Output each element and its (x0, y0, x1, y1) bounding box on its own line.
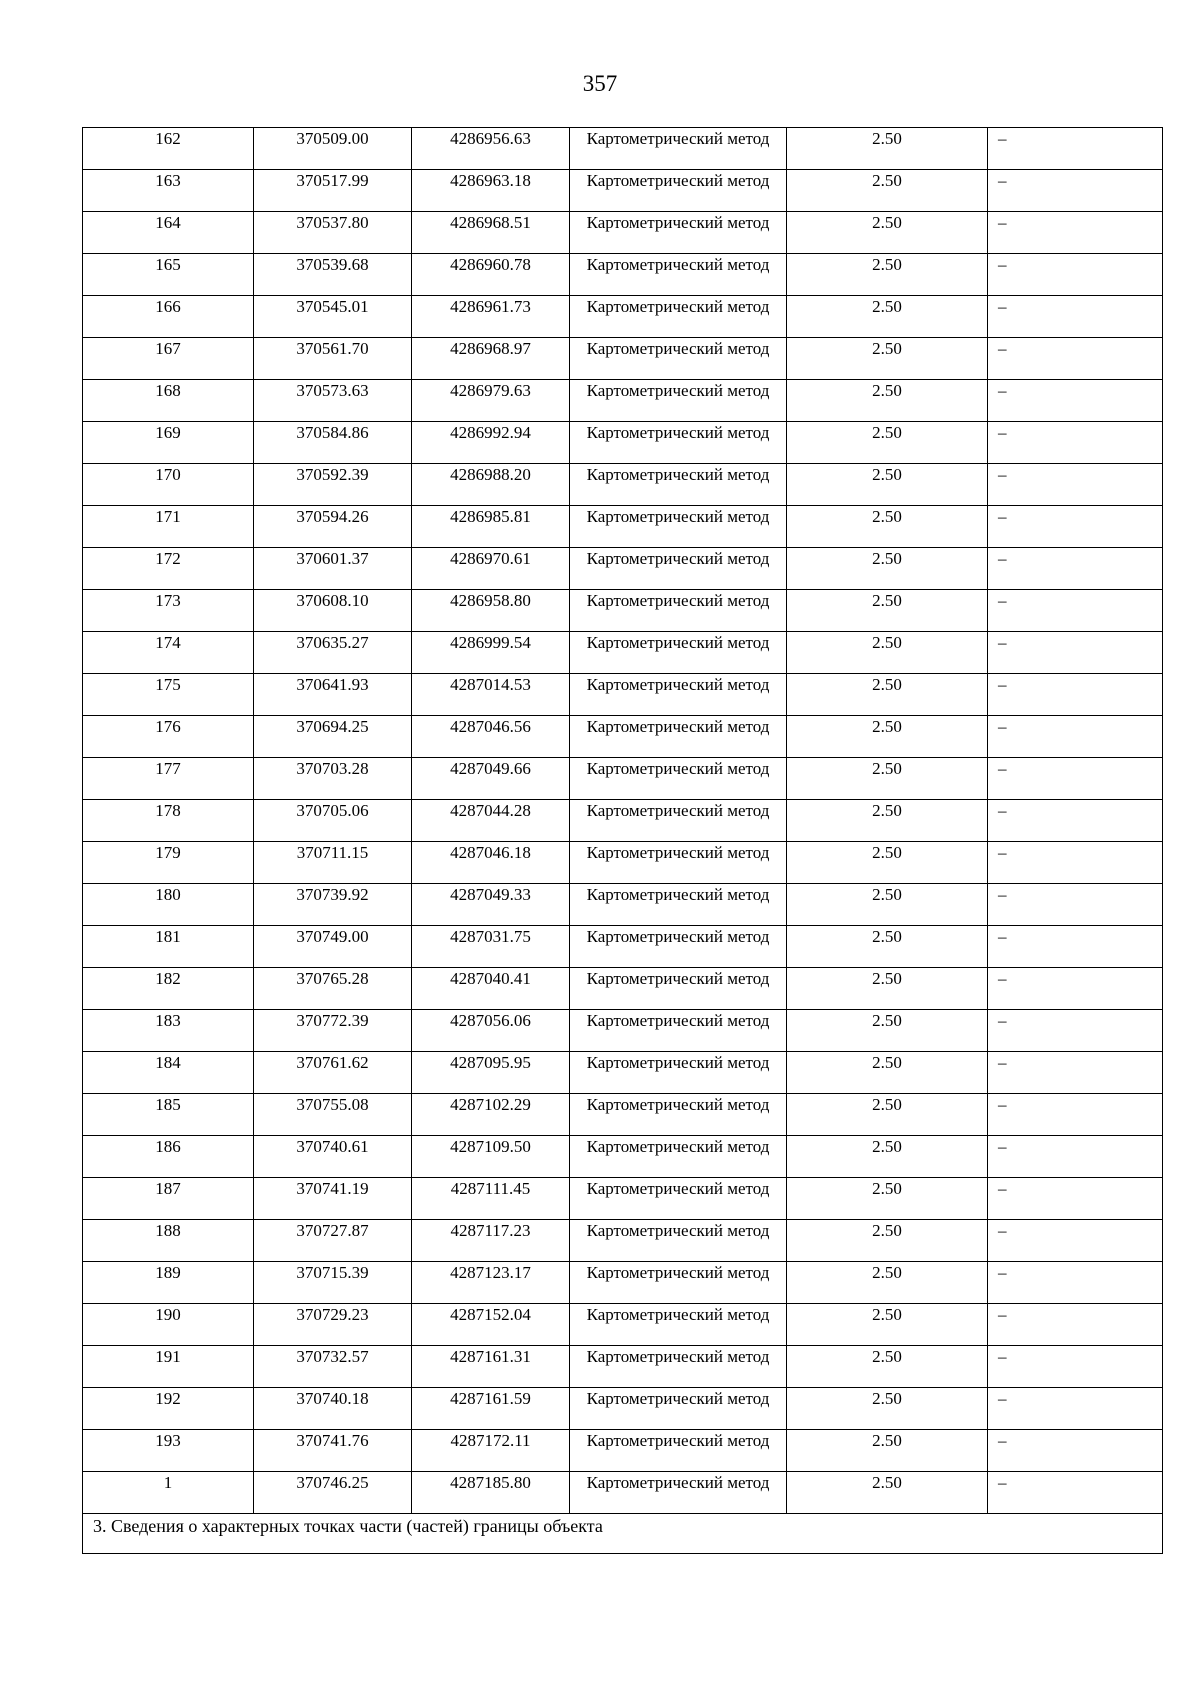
note-cell: – (988, 590, 1163, 632)
point-number-cell: 170 (83, 464, 254, 506)
y-coordinate-cell: 4286961.73 (412, 296, 570, 338)
y-coordinate-cell: 4287185.80 (412, 1472, 570, 1514)
note-cell: – (988, 212, 1163, 254)
x-coordinate-cell: 370592.39 (254, 464, 412, 506)
y-coordinate-cell: 4287161.59 (412, 1388, 570, 1430)
x-coordinate-cell: 370740.61 (254, 1136, 412, 1178)
point-number-cell: 188 (83, 1220, 254, 1262)
method-cell: Картометрический метод (570, 800, 787, 842)
y-coordinate-cell: 4286963.18 (412, 170, 570, 212)
table-row (83, 926, 1163, 968)
accuracy-cell: 2.50 (787, 590, 988, 632)
point-number-cell: 189 (83, 1262, 254, 1304)
table-body (83, 128, 1163, 1514)
table-row (83, 1010, 1163, 1052)
y-coordinate-cell: 4286958.80 (412, 590, 570, 632)
table-row (83, 632, 1163, 674)
x-coordinate-cell: 370594.26 (254, 506, 412, 548)
note-cell: – (988, 632, 1163, 674)
table-row (83, 800, 1163, 842)
table-row (83, 506, 1163, 548)
method-cell: Картометрический метод (570, 464, 787, 506)
accuracy-cell: 2.50 (787, 632, 988, 674)
accuracy-cell: 2.50 (787, 1220, 988, 1262)
note-cell: – (988, 296, 1163, 338)
x-coordinate-cell: 370705.06 (254, 800, 412, 842)
method-cell: Картометрический метод (570, 1094, 787, 1136)
accuracy-cell: 2.50 (787, 842, 988, 884)
accuracy-cell: 2.50 (787, 1094, 988, 1136)
point-number-cell: 190 (83, 1304, 254, 1346)
x-coordinate-cell: 370517.99 (254, 170, 412, 212)
method-cell: Картометрический метод (570, 1136, 787, 1178)
x-coordinate-cell: 370729.23 (254, 1304, 412, 1346)
accuracy-cell: 2.50 (787, 1052, 988, 1094)
method-cell: Картометрический метод (570, 968, 787, 1010)
x-coordinate-cell: 370635.27 (254, 632, 412, 674)
y-coordinate-cell: 4287044.28 (412, 800, 570, 842)
method-cell: Картометрический метод (570, 674, 787, 716)
accuracy-cell: 2.50 (787, 548, 988, 590)
accuracy-cell: 2.50 (787, 170, 988, 212)
x-coordinate-cell: 370746.25 (254, 1472, 412, 1514)
table-row (83, 1136, 1163, 1178)
point-number-cell: 175 (83, 674, 254, 716)
point-number-cell: 178 (83, 800, 254, 842)
y-coordinate-cell: 4287095.95 (412, 1052, 570, 1094)
y-coordinate-cell: 4287109.50 (412, 1136, 570, 1178)
method-cell: Картометрический метод (570, 380, 787, 422)
method-cell: Картометрический метод (570, 338, 787, 380)
accuracy-cell: 2.50 (787, 128, 988, 170)
table-row (83, 674, 1163, 716)
x-coordinate-cell: 370694.25 (254, 716, 412, 758)
point-number-cell: 182 (83, 968, 254, 1010)
point-number-cell: 192 (83, 1388, 254, 1430)
y-coordinate-cell: 4287031.75 (412, 926, 570, 968)
method-cell: Картометрический метод (570, 1220, 787, 1262)
y-coordinate-cell: 4287123.17 (412, 1262, 570, 1304)
note-cell: – (988, 716, 1163, 758)
x-coordinate-cell: 370741.76 (254, 1430, 412, 1472)
point-number-cell: 168 (83, 380, 254, 422)
y-coordinate-cell: 4286968.51 (412, 212, 570, 254)
table-row (83, 548, 1163, 590)
x-coordinate-cell: 370545.01 (254, 296, 412, 338)
y-coordinate-cell: 4287111.45 (412, 1178, 570, 1220)
note-cell: – (988, 1052, 1163, 1094)
y-coordinate-cell: 4286999.54 (412, 632, 570, 674)
y-coordinate-cell: 4286988.20 (412, 464, 570, 506)
x-coordinate-cell: 370561.70 (254, 338, 412, 380)
table-row (83, 170, 1163, 212)
y-coordinate-cell: 4286979.63 (412, 380, 570, 422)
method-cell: Картометрический метод (570, 1388, 787, 1430)
note-cell: – (988, 1136, 1163, 1178)
method-cell: Картометрический метод (570, 632, 787, 674)
method-cell: Картометрический метод (570, 758, 787, 800)
point-number-cell: 173 (83, 590, 254, 632)
method-cell: Картометрический метод (570, 1346, 787, 1388)
method-cell: Картометрический метод (570, 1010, 787, 1052)
point-number-cell: 193 (83, 1430, 254, 1472)
section-row (83, 1514, 1163, 1554)
x-coordinate-cell: 370537.80 (254, 212, 412, 254)
point-number-cell: 172 (83, 548, 254, 590)
accuracy-cell: 2.50 (787, 884, 988, 926)
method-cell: Картометрический метод (570, 1430, 787, 1472)
y-coordinate-cell: 4286992.94 (412, 422, 570, 464)
point-number-cell: 164 (83, 212, 254, 254)
table-row (83, 716, 1163, 758)
accuracy-cell: 2.50 (787, 968, 988, 1010)
method-cell: Картометрический метод (570, 716, 787, 758)
accuracy-cell: 2.50 (787, 254, 988, 296)
table-row (83, 212, 1163, 254)
table-row (83, 296, 1163, 338)
note-cell: – (988, 926, 1163, 968)
point-number-cell: 166 (83, 296, 254, 338)
x-coordinate-cell: 370539.68 (254, 254, 412, 296)
y-coordinate-cell: 4287161.31 (412, 1346, 570, 1388)
y-coordinate-cell: 4287040.41 (412, 968, 570, 1010)
table-row (83, 128, 1163, 170)
accuracy-cell: 2.50 (787, 1472, 988, 1514)
note-cell: – (988, 338, 1163, 380)
coordinates-table (82, 127, 1163, 1554)
y-coordinate-cell: 4287049.66 (412, 758, 570, 800)
method-cell: Картометрический метод (570, 1052, 787, 1094)
note-cell: – (988, 884, 1163, 926)
accuracy-cell: 2.50 (787, 758, 988, 800)
x-coordinate-cell: 370761.62 (254, 1052, 412, 1094)
y-coordinate-cell: 4286968.97 (412, 338, 570, 380)
method-cell: Картометрический метод (570, 926, 787, 968)
method-cell: Картометрический метод (570, 1262, 787, 1304)
point-number-cell: 191 (83, 1346, 254, 1388)
point-number-cell: 169 (83, 422, 254, 464)
x-coordinate-cell: 370749.00 (254, 926, 412, 968)
y-coordinate-cell: 4287102.29 (412, 1094, 570, 1136)
method-cell: Картометрический метод (570, 1178, 787, 1220)
accuracy-cell: 2.50 (787, 212, 988, 254)
method-cell: Картометрический метод (570, 1304, 787, 1346)
point-number-cell: 163 (83, 170, 254, 212)
x-coordinate-cell: 370601.37 (254, 548, 412, 590)
note-cell: – (988, 380, 1163, 422)
table-row (83, 1346, 1163, 1388)
accuracy-cell: 2.50 (787, 1304, 988, 1346)
table-row (83, 758, 1163, 800)
table-row (83, 1304, 1163, 1346)
note-cell: – (988, 1430, 1163, 1472)
y-coordinate-cell: 4287172.11 (412, 1430, 570, 1472)
note-cell: – (988, 800, 1163, 842)
note-cell: – (988, 1220, 1163, 1262)
note-cell: – (988, 506, 1163, 548)
accuracy-cell: 2.50 (787, 800, 988, 842)
note-cell: – (988, 968, 1163, 1010)
point-number-cell: 167 (83, 338, 254, 380)
point-number-cell: 186 (83, 1136, 254, 1178)
y-coordinate-cell: 4287152.04 (412, 1304, 570, 1346)
point-number-cell: 184 (83, 1052, 254, 1094)
y-coordinate-cell: 4287049.33 (412, 884, 570, 926)
table-row (83, 884, 1163, 926)
point-number-cell: 171 (83, 506, 254, 548)
x-coordinate-cell: 370741.19 (254, 1178, 412, 1220)
point-number-cell: 1 (83, 1472, 254, 1514)
accuracy-cell: 2.50 (787, 464, 988, 506)
x-coordinate-cell: 370739.92 (254, 884, 412, 926)
table-row (83, 254, 1163, 296)
section-heading: 3. Сведения о характерных точках части (частей) границы объекта (83, 1514, 1163, 1554)
y-coordinate-cell: 4287056.06 (412, 1010, 570, 1052)
table-row (83, 1262, 1163, 1304)
x-coordinate-cell: 370641.93 (254, 674, 412, 716)
method-cell: Картометрический метод (570, 590, 787, 632)
point-number-cell: 174 (83, 632, 254, 674)
note-cell: – (988, 1304, 1163, 1346)
accuracy-cell: 2.50 (787, 926, 988, 968)
page-number: 357 (582, 71, 618, 96)
table-row (83, 842, 1163, 884)
table-row (83, 1430, 1163, 1472)
table-row (83, 1178, 1163, 1220)
note-cell: – (988, 1094, 1163, 1136)
y-coordinate-cell: 4286960.78 (412, 254, 570, 296)
table-row (83, 590, 1163, 632)
method-cell: Картометрический метод (570, 422, 787, 464)
note-cell: – (988, 842, 1163, 884)
note-cell: – (988, 1178, 1163, 1220)
note-cell: – (988, 1346, 1163, 1388)
table-row (83, 464, 1163, 506)
y-coordinate-cell: 4287046.56 (412, 716, 570, 758)
note-cell: – (988, 464, 1163, 506)
y-coordinate-cell: 4287117.23 (412, 1220, 570, 1262)
table-row (83, 1094, 1163, 1136)
x-coordinate-cell: 370703.28 (254, 758, 412, 800)
table-row (83, 1388, 1163, 1430)
method-cell: Картометрический метод (570, 884, 787, 926)
method-cell: Картометрический метод (570, 212, 787, 254)
point-number-cell: 183 (83, 1010, 254, 1052)
note-cell: – (988, 548, 1163, 590)
x-coordinate-cell: 370772.39 (254, 1010, 412, 1052)
x-coordinate-cell: 370755.08 (254, 1094, 412, 1136)
y-coordinate-cell: 4286970.61 (412, 548, 570, 590)
note-cell: – (988, 1388, 1163, 1430)
x-coordinate-cell: 370509.00 (254, 128, 412, 170)
accuracy-cell: 2.50 (787, 1136, 988, 1178)
method-cell: Картометрический метод (570, 842, 787, 884)
point-number-cell: 181 (83, 926, 254, 968)
note-cell: – (988, 674, 1163, 716)
x-coordinate-cell: 370765.28 (254, 968, 412, 1010)
note-cell: – (988, 1010, 1163, 1052)
table-row (83, 1220, 1163, 1262)
accuracy-cell: 2.50 (787, 716, 988, 758)
accuracy-cell: 2.50 (787, 674, 988, 716)
note-cell: – (988, 254, 1163, 296)
y-coordinate-cell: 4286985.81 (412, 506, 570, 548)
note-cell: – (988, 1472, 1163, 1514)
y-coordinate-cell: 4287046.18 (412, 842, 570, 884)
accuracy-cell: 2.50 (787, 296, 988, 338)
x-coordinate-cell: 370573.63 (254, 380, 412, 422)
note-cell: – (988, 170, 1163, 212)
x-coordinate-cell: 370732.57 (254, 1346, 412, 1388)
table-row (83, 1472, 1163, 1514)
table-row (83, 422, 1163, 464)
x-coordinate-cell: 370608.10 (254, 590, 412, 632)
method-cell: Картометрический метод (570, 296, 787, 338)
accuracy-cell: 2.50 (787, 506, 988, 548)
note-cell: – (988, 758, 1163, 800)
accuracy-cell: 2.50 (787, 338, 988, 380)
note-cell: – (988, 1262, 1163, 1304)
table-row (83, 968, 1163, 1010)
point-number-cell: 165 (83, 254, 254, 296)
method-cell: Картометрический метод (570, 506, 787, 548)
table-row (83, 1052, 1163, 1094)
note-cell: – (988, 128, 1163, 170)
accuracy-cell: 2.50 (787, 1178, 988, 1220)
y-coordinate-cell: 4287014.53 (412, 674, 570, 716)
x-coordinate-cell: 370584.86 (254, 422, 412, 464)
point-number-cell: 177 (83, 758, 254, 800)
y-coordinate-cell: 4286956.63 (412, 128, 570, 170)
point-number-cell: 176 (83, 716, 254, 758)
point-number-cell: 179 (83, 842, 254, 884)
point-number-cell: 180 (83, 884, 254, 926)
x-coordinate-cell: 370727.87 (254, 1220, 412, 1262)
point-number-cell: 185 (83, 1094, 254, 1136)
method-cell: Картометрический метод (570, 128, 787, 170)
accuracy-cell: 2.50 (787, 1010, 988, 1052)
accuracy-cell: 2.50 (787, 1262, 988, 1304)
x-coordinate-cell: 370715.39 (254, 1262, 412, 1304)
table-row (83, 338, 1163, 380)
x-coordinate-cell: 370711.15 (254, 842, 412, 884)
accuracy-cell: 2.50 (787, 422, 988, 464)
accuracy-cell: 2.50 (787, 1346, 988, 1388)
point-number-cell: 162 (83, 128, 254, 170)
accuracy-cell: 2.50 (787, 380, 988, 422)
accuracy-cell: 2.50 (787, 1388, 988, 1430)
method-cell: Картометрический метод (570, 548, 787, 590)
x-coordinate-cell: 370740.18 (254, 1388, 412, 1430)
note-cell: – (988, 422, 1163, 464)
point-number-cell: 187 (83, 1178, 254, 1220)
accuracy-cell: 2.50 (787, 1430, 988, 1472)
method-cell: Картометрический метод (570, 1472, 787, 1514)
method-cell: Картометрический метод (570, 170, 787, 212)
method-cell: Картометрический метод (570, 254, 787, 296)
table-row (83, 380, 1163, 422)
